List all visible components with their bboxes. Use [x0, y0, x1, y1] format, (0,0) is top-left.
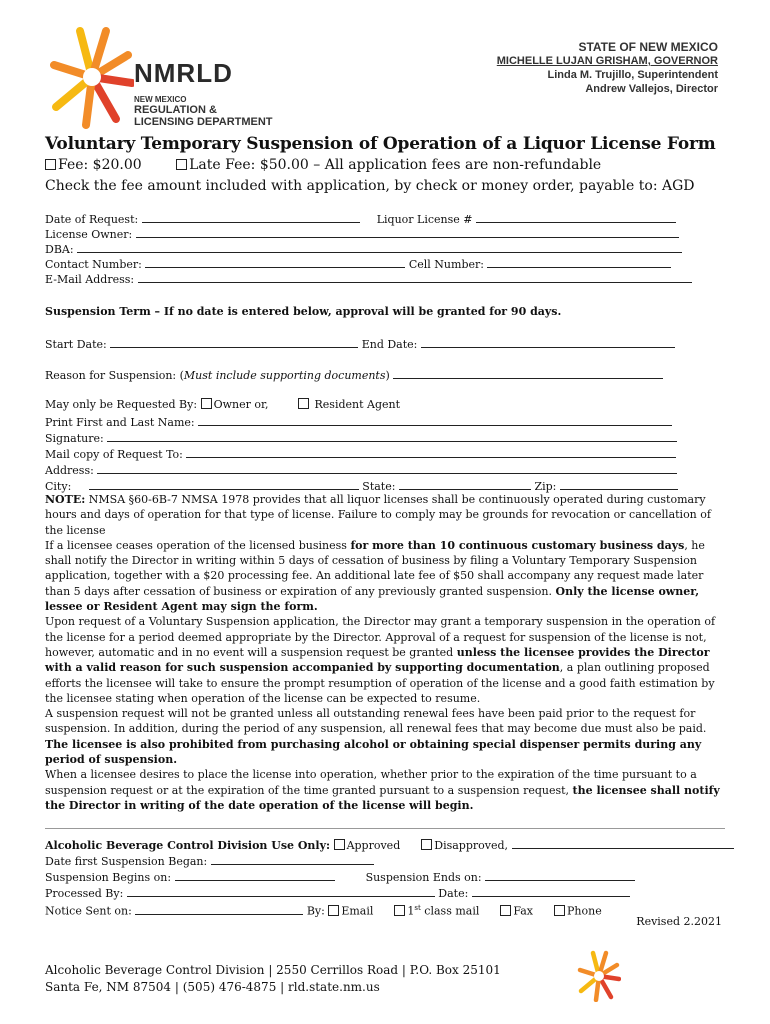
email-checkbox[interactable]: [328, 905, 339, 916]
reason-note: Must include supporting documents: [183, 369, 386, 382]
date-of-request-field[interactable]: [142, 211, 360, 223]
office-use-label: Alcoholic Beverage Control Division Use Only:: [45, 839, 331, 852]
suspension-term-heading: Suspension Term – If no date is entered below, approval will be granted for 90 days.: [45, 305, 562, 318]
note-p3a: Upon request of a Voluntary Suspension application, the Director may grant a temporary suspension in the operation of the license for a period deemed appropriate by the Director. Approval of a request for suspension of the license is not, however, automatic and in no event will a suspension request be granted: [45, 615, 716, 659]
revision-date: Revised 2.2021: [636, 915, 722, 928]
note-p2a: If a licensee ceases operation of the licensed business: [45, 538, 351, 552]
mail-checkbox[interactable]: [394, 905, 405, 916]
print-name-label: Print First and Last Name:: [45, 416, 195, 429]
state-name: STATE OF NEW MEXICO: [578, 40, 718, 54]
email-field[interactable]: [138, 271, 692, 283]
footer-line1: Alcoholic Beverage Control Division | 2550 Cerrillos Road | P.O. Box 25101: [45, 963, 501, 977]
email-option-label: Email: [341, 904, 374, 918]
begins-on-field[interactable]: [175, 869, 335, 881]
fee-label: Fee: $20.00: [58, 157, 142, 173]
license-owner-field[interactable]: [136, 226, 679, 238]
logo-acronym: NMRLD: [134, 58, 233, 88]
logo-text: [134, 58, 273, 128]
footer-sun-logo-icon: [577, 950, 621, 1002]
nmrld-sun-logo-icon: [50, 25, 134, 129]
date-label: Date:: [438, 887, 469, 900]
processed-by-field[interactable]: [127, 885, 435, 897]
mail-copy-label: Mail copy of Request To:: [45, 448, 183, 461]
resident-agent-checkbox[interactable]: [298, 398, 309, 409]
note-text: NMSA §60-6B-7 NMSA 1978 provides that all liquor licenses shall be continuously operated during customary hours and days of operation for that type of license. Failure to comply may be grounds for revocation or cancellation of the license: [45, 493, 711, 537]
letterhead: [497, 40, 718, 96]
zip-label: Zip:: [534, 480, 557, 493]
note-p3b: unless the licensee provides the Director with a valid reason for such suspension accompanied by supporting documentation: [45, 645, 710, 675]
late-fee-checkbox[interactable]: [176, 159, 187, 170]
date-first-field[interactable]: [211, 853, 374, 865]
logo-line2: REGULATION &: [134, 104, 217, 116]
disapproved-reason-field[interactable]: [512, 837, 734, 849]
fax-label: Fax: [513, 904, 534, 918]
date-first-label: Date first Suspension Began:: [45, 855, 208, 868]
note-p2c: , he shall notify the Director in writing within 5 days of cessation of business by filing a Voluntary Temporary Suspension application, together with a $20 processing fee. An additional late fee of $50 shall accompany any request made later than 5 days after cessation of business or expiration of any previously granted suspension.: [45, 538, 705, 598]
city-field[interactable]: [89, 478, 359, 490]
note-section: [45, 492, 725, 813]
license-owner-label: License Owner:: [45, 228, 133, 241]
fee-checkbox[interactable]: [45, 159, 56, 170]
contact-number-label: Contact Number:: [45, 258, 142, 271]
ends-on-field[interactable]: [485, 869, 635, 881]
signature-label: Signature:: [45, 432, 104, 445]
contact-number-field[interactable]: [145, 256, 405, 268]
liquor-license-label: Liquor License #: [376, 213, 473, 226]
zip-field[interactable]: [560, 478, 678, 490]
may-only-label: May only be Requested By:: [45, 398, 198, 411]
signature-field[interactable]: [107, 430, 677, 442]
state-field[interactable]: [399, 478, 531, 490]
logo-line1: NEW MEXICO: [134, 95, 187, 104]
late-fee-option[interactable]: [176, 157, 601, 173]
cell-number-label: Cell Number:: [408, 258, 484, 271]
state-label: State:: [362, 480, 396, 493]
first-class-label: 1: [407, 904, 415, 918]
start-date-label: Start Date:: [45, 338, 107, 351]
note-p4a: A suspension request will not be granted unless all outstanding renewal fees have been paid prior to the request for suspension. In addition, during the period of any suspension, all renewal fees that may become due must also be paid.: [45, 707, 707, 736]
print-name-field[interactable]: [198, 414, 672, 426]
owner-label: Owner or,: [213, 398, 269, 411]
notice-sent-field[interactable]: [135, 903, 303, 915]
note-p2b: for more than 10 continuous customary business days: [350, 538, 685, 552]
reason-close: ): [385, 369, 390, 382]
superintendent-name: Linda M. Trujillo, Superintendent: [547, 69, 718, 81]
reason-field[interactable]: [393, 367, 663, 379]
email-label: E-Mail Address:: [45, 273, 135, 286]
cell-number-field[interactable]: [487, 256, 671, 268]
footer-line2: Santa Fe, NM 87504 | (505) 476-4875 | rld.state.nm.us: [45, 980, 380, 994]
mail-copy-field[interactable]: [186, 446, 676, 458]
first-class-sup: st: [414, 904, 421, 912]
end-date-label: End Date:: [361, 338, 418, 351]
fax-checkbox[interactable]: [500, 905, 511, 916]
by-label: By:: [306, 904, 325, 918]
date-of-request-label: Date of Request:: [45, 213, 139, 226]
note-p2d: Only the license owner, lessee or Resident Agent may sign the form.: [45, 584, 700, 614]
resident-agent-label: Resident Agent: [314, 398, 401, 411]
fee-options: [45, 157, 631, 173]
ends-on-label: Suspension Ends on:: [365, 871, 482, 884]
address-label: Address:: [45, 464, 94, 477]
date-field[interactable]: [472, 885, 630, 897]
owner-checkbox[interactable]: [201, 398, 212, 409]
start-date-field[interactable]: [110, 336, 358, 348]
logo-line3: LICENSING DEPARTMENT: [134, 116, 273, 128]
processed-by-label: Processed By:: [45, 887, 124, 900]
note-p4b: The licensee is also prohibited from purchasing alcohol or obtaining special dispenser permits during any period of suspension.: [45, 737, 702, 767]
note-p5a: When a licensee desires to place the license into operation, whether prior to the expiration of the time pursuant to a suspension request or at the expiration of the time granted pursuant to a suspension request,: [45, 768, 697, 797]
end-date-field[interactable]: [421, 336, 675, 348]
phone-label: Phone: [567, 904, 602, 918]
first-class-rest: class mail: [420, 904, 480, 918]
check-fee-instruction: Check the fee amount included with application, by check or money order, payable to: AGD: [45, 178, 695, 194]
liquor-license-field[interactable]: [476, 211, 676, 223]
disapproved-checkbox[interactable]: [421, 839, 432, 850]
city-label: City:: [45, 480, 72, 493]
divider: [45, 828, 725, 829]
footer: [45, 962, 501, 996]
director-name: Andrew Vallejos, Director: [585, 83, 718, 95]
notice-sent-label: Notice Sent on:: [45, 904, 132, 918]
address-field[interactable]: [97, 462, 677, 474]
approved-label: Approved: [346, 839, 401, 852]
form-title: Voluntary Temporary Suspension of Operation of a Liquor License Form: [45, 134, 716, 154]
governor-name: MICHELLE LUJAN GRISHAM, GOVERNOR: [496, 55, 718, 67]
dba-label: DBA:: [45, 243, 74, 256]
note-p5b: the licensee shall notify the Director in writing of the date operation of the license will begin.: [45, 783, 720, 812]
approved-checkbox[interactable]: [334, 839, 345, 850]
late-fee-label: Late Fee: $50.00 – All application fees are non-refundable: [189, 157, 602, 173]
disapproved-label: Disapproved,: [434, 839, 509, 852]
dba-field[interactable]: [77, 241, 682, 253]
note-p3c: , a plan outlining proposed efforts the licensee will take to ensure the prompt resumption of operation of the license and a good faith estimation by the licensee stating when operation of the license can be expected to resume.: [45, 661, 715, 705]
fee-option[interactable]: [45, 157, 142, 173]
note-label: NOTE:: [45, 493, 86, 506]
reason-label: Reason for Suspension: (: [45, 369, 184, 382]
begins-on-label: Suspension Begins on:: [45, 871, 172, 884]
phone-checkbox[interactable]: [554, 905, 565, 916]
